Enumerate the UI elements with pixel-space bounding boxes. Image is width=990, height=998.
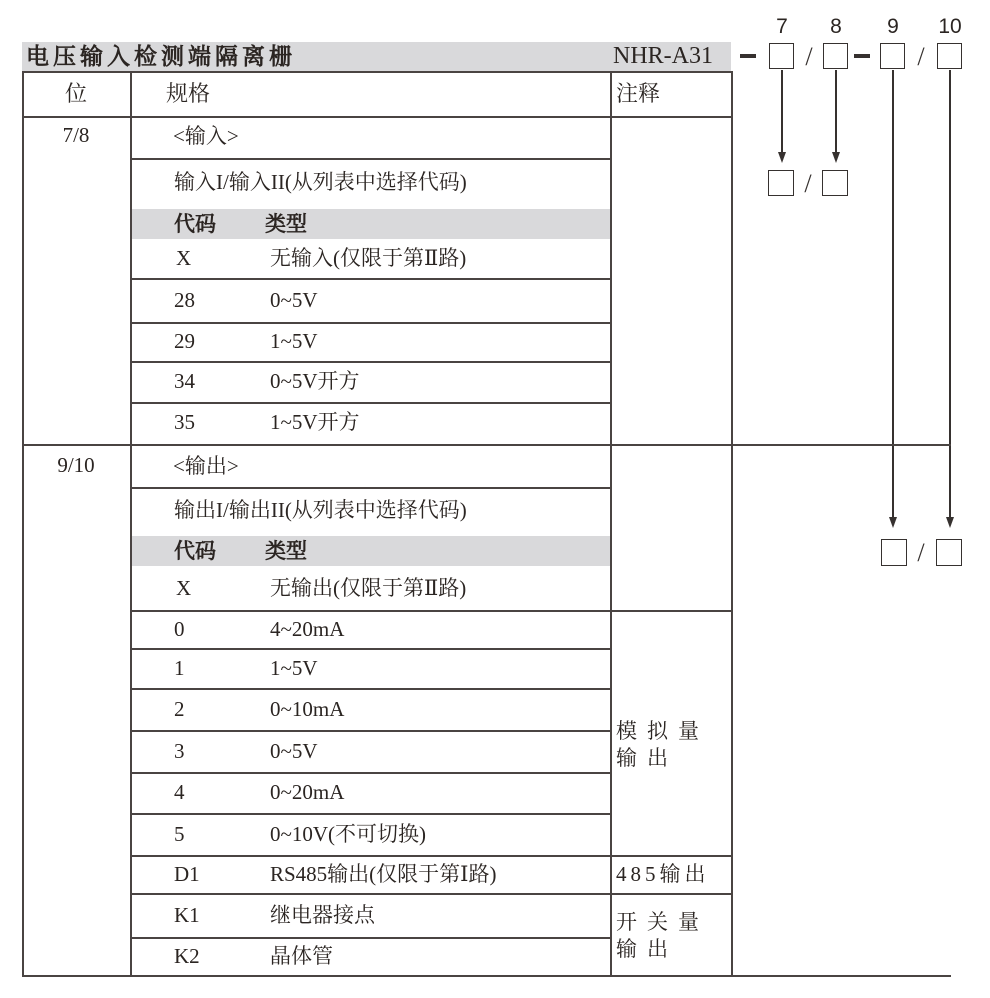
code-cell: 5 — [174, 822, 185, 846]
position-cell-78: 7/8 — [62, 123, 90, 147]
note-analog-line2: 输出 — [616, 746, 678, 770]
code-box-8 — [823, 43, 848, 69]
type-header-label: 类型 — [265, 212, 307, 236]
row-divider — [130, 278, 611, 280]
page-title: 电压输入检测端隔离栅 — [26, 44, 296, 69]
row-divider — [130, 730, 611, 732]
code-cell: 29 — [174, 329, 195, 353]
col-divider-spec-note — [610, 71, 612, 976]
type-cell: 0~10mA — [270, 697, 345, 721]
code-cell: 35 — [174, 410, 195, 434]
arrowhead-10 — [946, 517, 954, 528]
digit-label-7: 7 — [776, 15, 788, 38]
note-analog-line1: 模拟量 — [616, 719, 709, 743]
title-bar — [22, 42, 731, 71]
code-cell: 2 — [174, 697, 185, 721]
table-border-right — [731, 71, 733, 976]
type-cell: RS485输出(仅限于第Ⅰ路) — [270, 862, 497, 886]
arrowhead-9 — [889, 517, 897, 528]
note-rs485: 485输出 — [616, 862, 710, 886]
code-cell: 34 — [174, 369, 195, 393]
type-header-label: 类型 — [265, 539, 307, 563]
code-header-label: 代码 — [174, 212, 216, 236]
code-cell: X — [176, 576, 192, 600]
row-divider — [130, 855, 732, 857]
group-title-input: <输入> — [173, 124, 239, 148]
dash-separator — [854, 54, 870, 58]
digit-label-8: 8 — [830, 15, 842, 38]
group-subtitle-output: 输出I/输出II(从列表中选择代码) — [174, 498, 467, 522]
row-divider — [130, 361, 611, 363]
row-divider — [130, 610, 732, 612]
row-divider — [130, 322, 611, 324]
table-border-top — [22, 71, 732, 73]
slash-separator: / — [917, 538, 925, 567]
target-box-7 — [768, 170, 794, 196]
code-cell: D1 — [174, 862, 200, 886]
row-divider — [130, 772, 611, 774]
type-cell: 4~20mA — [270, 617, 345, 641]
table-border-bottom — [22, 975, 951, 977]
row-divider — [130, 893, 732, 895]
group-subtitle-input: 输入I/输入II(从列表中选择代码) — [174, 170, 467, 194]
type-cell: 无输出(仅限于第Ⅱ路) — [270, 576, 467, 600]
row-divider — [130, 402, 611, 404]
table-border-left — [22, 71, 24, 976]
digit-label-10: 10 — [938, 15, 962, 38]
row-divider — [130, 648, 611, 650]
arrow-line-10 — [949, 70, 951, 518]
header-row-divider — [22, 116, 732, 118]
digit-label-9: 9 — [887, 15, 899, 38]
row-divider — [130, 158, 611, 160]
type-cell: 0~10V(不可切换) — [270, 822, 427, 846]
slash-separator: / — [804, 169, 812, 198]
col-header-note: 注释 — [616, 81, 661, 106]
row-divider — [130, 813, 611, 815]
target-box-8 — [822, 170, 848, 196]
arrow-line-8 — [835, 70, 837, 153]
note-switch-line2: 输出 — [616, 937, 678, 961]
row-divider — [130, 937, 611, 939]
col-header-spec: 规格 — [166, 81, 211, 106]
code-header-label: 代码 — [174, 539, 216, 563]
code-box-7 — [769, 43, 794, 69]
code-cell: 0 — [174, 617, 185, 641]
type-cell: 1~5V — [270, 329, 318, 353]
code-cell: K1 — [174, 903, 200, 927]
model-number: NHR-A31 — [613, 43, 713, 69]
note-switch-line1: 开关量 — [616, 910, 709, 934]
type-cell: 1~5V开方 — [270, 410, 360, 434]
code-cell: 4 — [174, 780, 185, 804]
code-box-10 — [937, 43, 962, 69]
code-cell: K2 — [174, 944, 200, 968]
group-title-output: <输出> — [173, 454, 239, 478]
col-header-position: 位 — [64, 81, 87, 106]
type-cell: 1~5V — [270, 656, 318, 680]
type-cell: 0~5V开方 — [270, 369, 360, 393]
col-divider-pos-spec — [130, 71, 132, 976]
code-cell: X — [176, 246, 192, 270]
arrow-line-9 — [892, 70, 894, 518]
row-divider — [130, 487, 611, 489]
target-box-9 — [881, 539, 907, 566]
section-divider — [22, 444, 951, 446]
type-cell: 无输入(仅限于第Ⅱ路) — [270, 246, 467, 270]
dash-separator — [740, 54, 756, 58]
type-cell: 0~5V — [270, 288, 318, 312]
type-cell: 0~20mA — [270, 780, 345, 804]
slash-separator: / — [805, 42, 813, 71]
type-cell: 0~5V — [270, 739, 318, 763]
code-cell: 3 — [174, 739, 185, 763]
type-cell: 继电器接点 — [270, 903, 375, 927]
type-cell: 晶体管 — [270, 944, 333, 968]
arrowhead-7 — [778, 152, 786, 163]
row-divider — [130, 688, 611, 690]
code-box-9 — [880, 43, 905, 69]
arrowhead-8 — [832, 152, 840, 163]
slash-separator: / — [917, 42, 925, 71]
position-cell-910: 9/10 — [57, 453, 95, 477]
arrow-line-7 — [781, 70, 783, 153]
code-cell: 1 — [174, 656, 185, 680]
target-box-10 — [936, 539, 962, 566]
code-cell: 28 — [174, 288, 195, 312]
